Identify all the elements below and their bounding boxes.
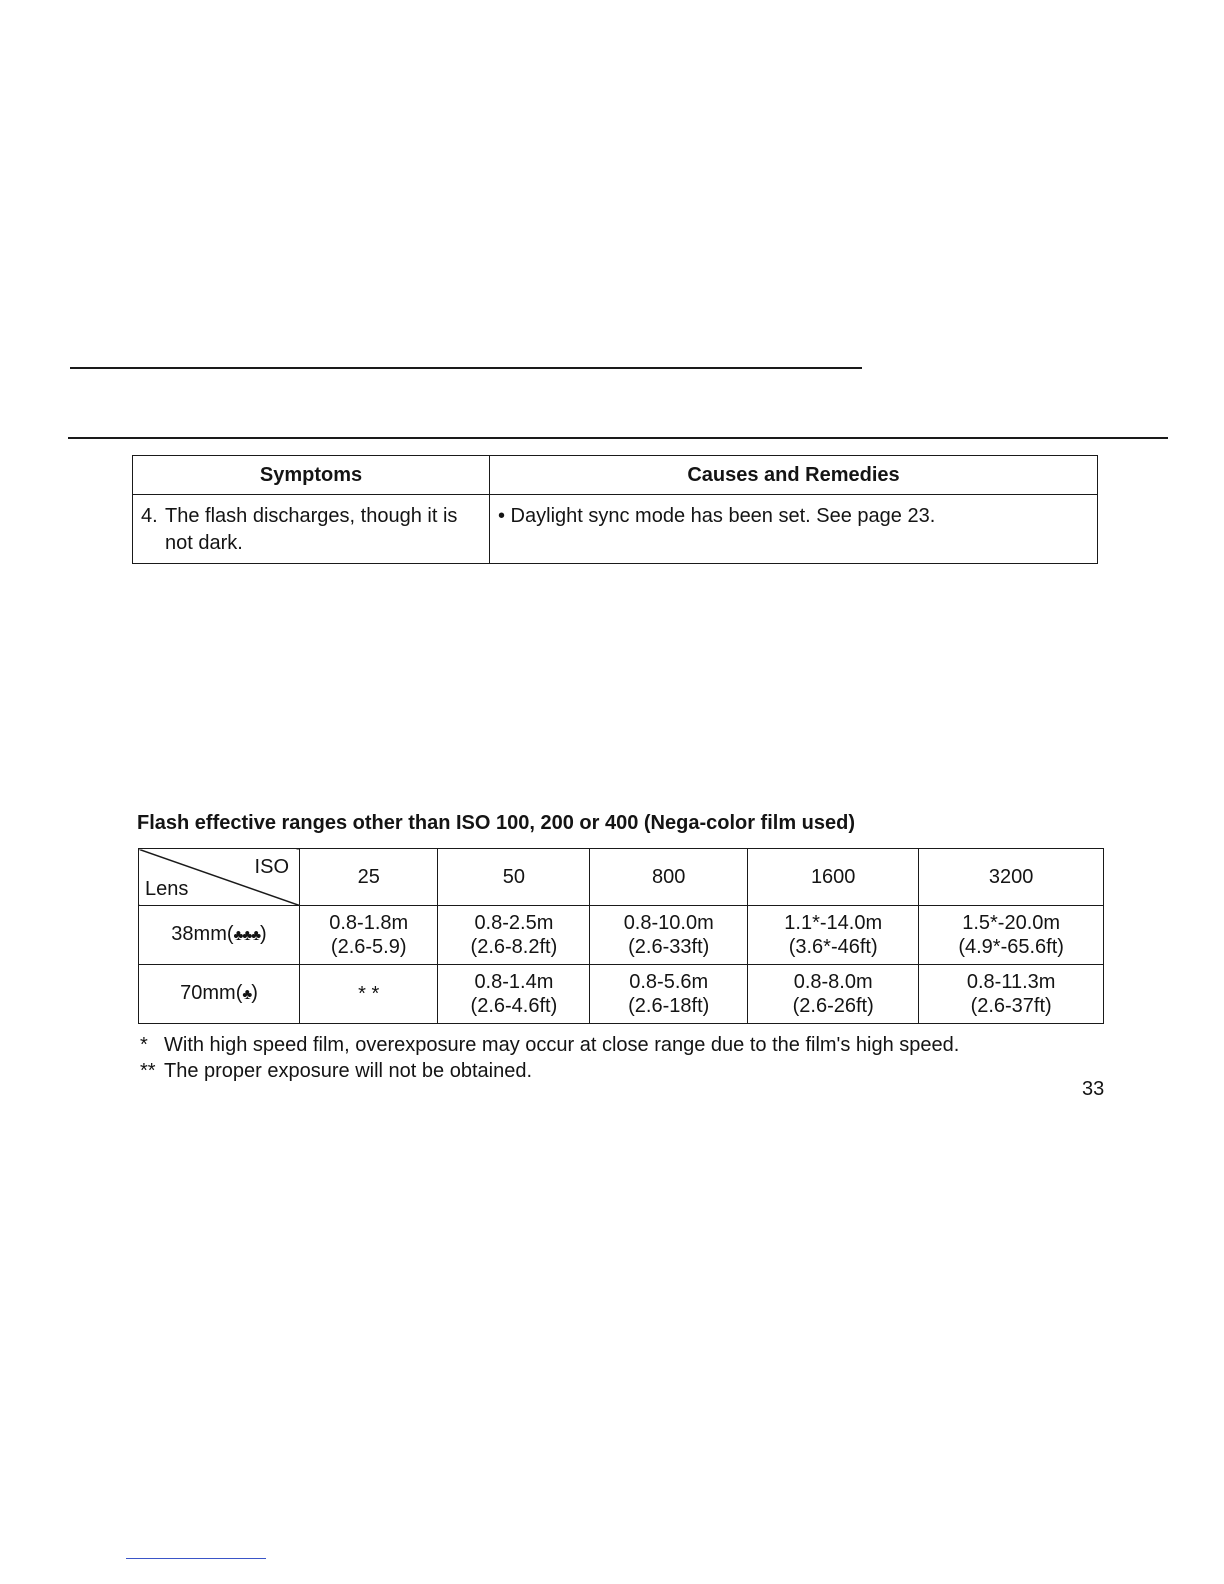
footnote-text: With high speed film, overexposure may occur at close range due to the film's high speed. bbox=[164, 1034, 960, 1056]
troubleshooting-table bbox=[132, 455, 1098, 564]
range-m: 0.8-5.6m bbox=[629, 971, 709, 993]
table-row bbox=[139, 906, 1104, 965]
range-ft: (2.6-33ft) bbox=[628, 936, 710, 958]
range-cell bbox=[300, 965, 438, 1024]
range-m: 0.8-2.5m bbox=[474, 912, 554, 934]
range-cell bbox=[919, 965, 1104, 1024]
causes-header: Causes and Remedies bbox=[490, 456, 1098, 495]
range-m: 1.5*-20.0m bbox=[962, 912, 1061, 934]
lens-close: ) bbox=[260, 923, 267, 945]
range-cell bbox=[300, 906, 438, 965]
footnote-item bbox=[140, 1032, 959, 1058]
symptoms-header: Symptoms bbox=[133, 456, 490, 495]
range-ft: (2.6-5.9) bbox=[330, 936, 407, 958]
range-cell bbox=[919, 906, 1104, 965]
footnote-mark: ** bbox=[140, 1060, 156, 1082]
range-m: 0.8-1.4m bbox=[474, 971, 554, 993]
range-m: 1.1*-14.0m bbox=[784, 912, 883, 934]
range-m: 0.8-8.0m bbox=[793, 971, 873, 993]
lens-label: Lens bbox=[145, 878, 189, 900]
page-number: 33 bbox=[1082, 1078, 1105, 1100]
iso-header-3200: 3200 bbox=[919, 849, 1104, 906]
lens-cell-38mm bbox=[139, 906, 300, 965]
iso-header-1600: 1600 bbox=[748, 849, 919, 906]
range-cell bbox=[438, 965, 590, 1024]
lens-close: ) bbox=[251, 982, 258, 1004]
lens-cell-70mm bbox=[139, 965, 300, 1024]
range-cell bbox=[748, 965, 919, 1024]
flash-header-row bbox=[139, 849, 1104, 906]
lens-text: 70mm( bbox=[180, 982, 243, 1004]
troubleshooting-header-row bbox=[133, 456, 1098, 495]
footnote-mark: * bbox=[140, 1034, 148, 1056]
range-m: 0.8-11.3m bbox=[966, 971, 1056, 993]
flash-icon: ♣♣♣ bbox=[233, 927, 261, 944]
range-ft: (3.6*-46ft) bbox=[788, 936, 878, 958]
iso-header-50: 50 bbox=[438, 849, 590, 906]
range-ft: (2.6-4.6ft) bbox=[470, 995, 558, 1017]
corner-cell bbox=[139, 849, 300, 906]
range-m: 0.8-1.8m bbox=[329, 912, 409, 934]
footnotes bbox=[140, 1032, 959, 1084]
range-cell bbox=[590, 906, 748, 965]
range-ft: (2.6-26ft) bbox=[792, 995, 874, 1017]
top-rule bbox=[70, 367, 862, 369]
flash-table-caption: Flash effective ranges other than ISO 100, 200 or 400 (Nega-color film used) bbox=[137, 812, 856, 834]
range-ft: (2.6-37ft) bbox=[970, 995, 1052, 1017]
range-m: * * bbox=[358, 983, 380, 1005]
iso-header-25: 25 bbox=[300, 849, 438, 906]
range-ft: (2.6-18ft) bbox=[628, 995, 710, 1017]
flash-icon: ♣ bbox=[242, 986, 252, 1003]
lens-text: 38mm( bbox=[171, 923, 234, 945]
range-cell bbox=[748, 906, 919, 965]
table-row bbox=[133, 495, 1098, 564]
footer-rule bbox=[126, 1558, 266, 1559]
symptom-text: The flash discharges, though it is not dark. bbox=[165, 505, 458, 554]
range-cell bbox=[438, 906, 590, 965]
range-ft: (2.6-8.2ft) bbox=[470, 936, 558, 958]
remedy-cell: • Daylight sync mode has been set. See page 23. bbox=[490, 495, 1098, 564]
footnote-item bbox=[140, 1058, 959, 1084]
range-m: 0.8-10.0m bbox=[623, 912, 714, 934]
symptom-number: 4. bbox=[141, 505, 158, 527]
range-ft: (4.9*-65.6ft) bbox=[958, 936, 1064, 958]
section-rule bbox=[68, 437, 1168, 439]
footnote-text: The proper exposure will not be obtained. bbox=[164, 1060, 533, 1082]
symptom-cell bbox=[133, 495, 490, 564]
iso-label: ISO bbox=[254, 856, 289, 878]
iso-header-800: 800 bbox=[590, 849, 748, 906]
flash-range-table bbox=[138, 848, 1104, 1024]
table-row bbox=[139, 965, 1104, 1024]
range-cell bbox=[590, 965, 748, 1024]
